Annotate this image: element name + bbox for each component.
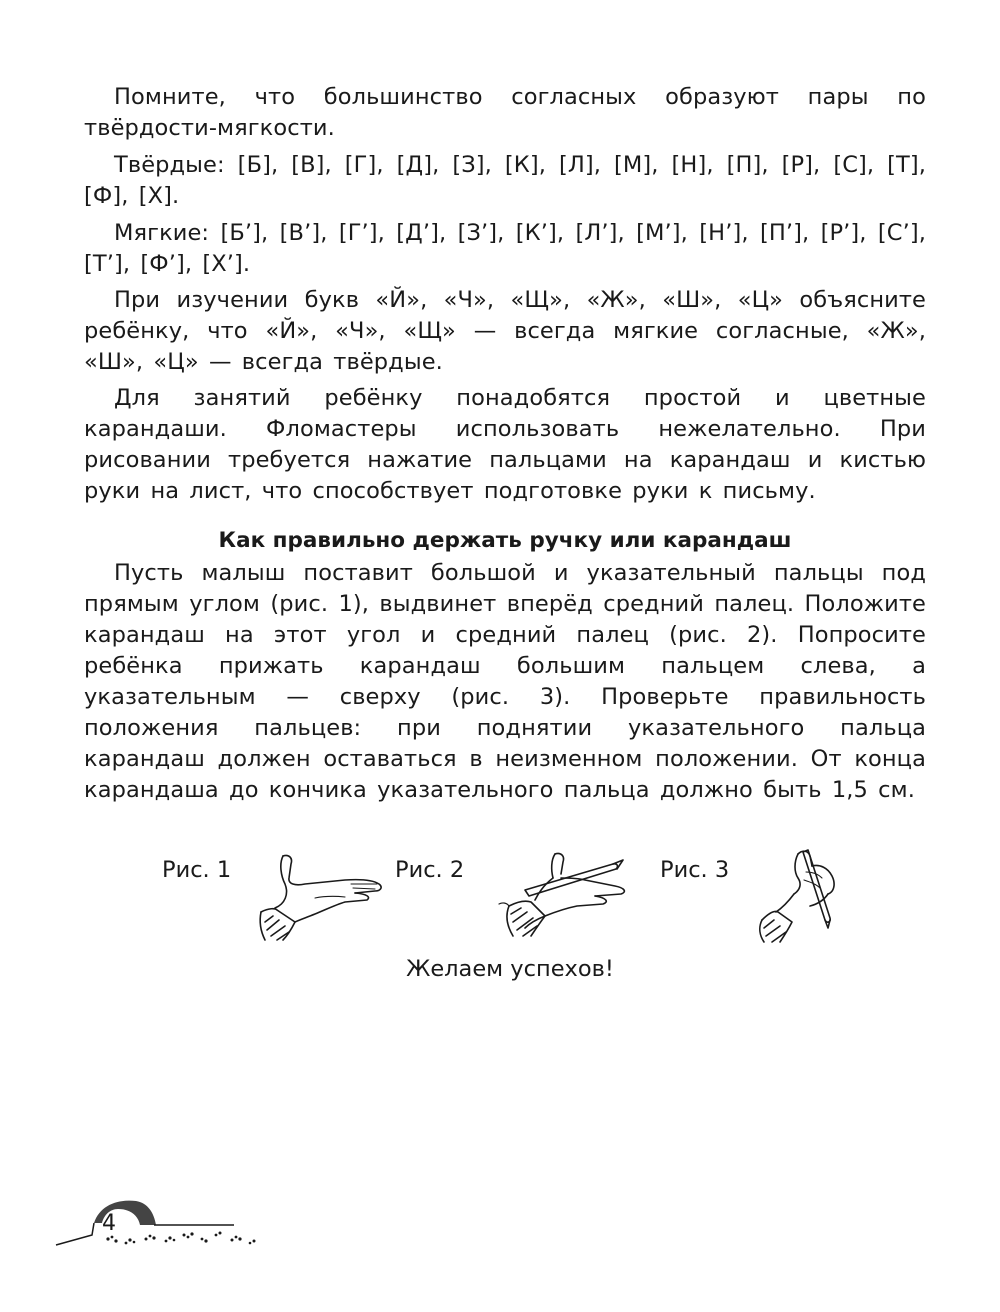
figure-3-label: Рис. 3 — [660, 857, 730, 883]
hand-pencil-resting-icon — [495, 848, 650, 943]
page-footer-decoration — [56, 1195, 266, 1255]
section-text — [84, 558, 926, 812]
paragraph-grip-instructions: Пусть малыш поставит большой и указательный пальцы под прямым углом (рис. 1), выдвинет вперёд средний палец. Положите карандаш на этот угол и средний палец (рис. 2). Попросите ребёнка прижать карандаш большим пальцем слева, а указательным — сверху (рис. 3). Проверьте правильность положения пальцев: при поднятии указательного пальца карандаш должен оставаться в неизменном положении. От конца карандаша до кончика указательного пальца должно быть 1,5 см. — [84, 560, 926, 803]
closing-wish: Желаем успехов! — [406, 956, 614, 982]
figure-2-label: Рис. 2 — [395, 857, 465, 883]
paragraph-letters-explanation: При изучении букв «Й», «Ч», «Щ», «Ж», «Ш», «Ц» объясните ребёнку, что «Й», «Ч», «Щ» — всегда мягкие согласные, «Ж», «Ш», «Ц» — всегда твёрдые. — [84, 287, 926, 375]
intro-text — [84, 82, 926, 513]
paragraph-soft-consonants: Мягкие: [Б’], [В’], [Г’], [Д’], [З’], [К’], [Л’], [М’], [Н’], [П’], [Р’], [С’], [Т’], [Ф’], [Х’]. — [84, 220, 926, 277]
figure-1-label: Рис. 1 — [162, 857, 232, 883]
page-number: 4 — [102, 1211, 116, 1236]
section-heading: Как правильно держать ручку или карандаш — [218, 528, 792, 553]
paragraph-hard-consonants: Твёрдые: [Б], [В], [Г], [Д], [З], [К], [Л], [М], [Н], [П], [Р], [С], [Т], [Ф], [Х]. — [84, 152, 926, 209]
paragraph-pairs: Помните, что большинство согласных образуют пары по твёрдости-мягкости. — [84, 84, 926, 141]
hand-pencil-grip-icon — [748, 842, 848, 947]
hand-right-angle-icon — [255, 850, 390, 945]
paragraph-pencils: Для занятий ребёнку понадобятся простой и цветные карандаши. Фломастеры использовать нежелательно. При рисовании требуется нажатие пальцами на карандаш и кистью руки на лист, что способствует подготовке руки к письму. — [84, 385, 926, 504]
